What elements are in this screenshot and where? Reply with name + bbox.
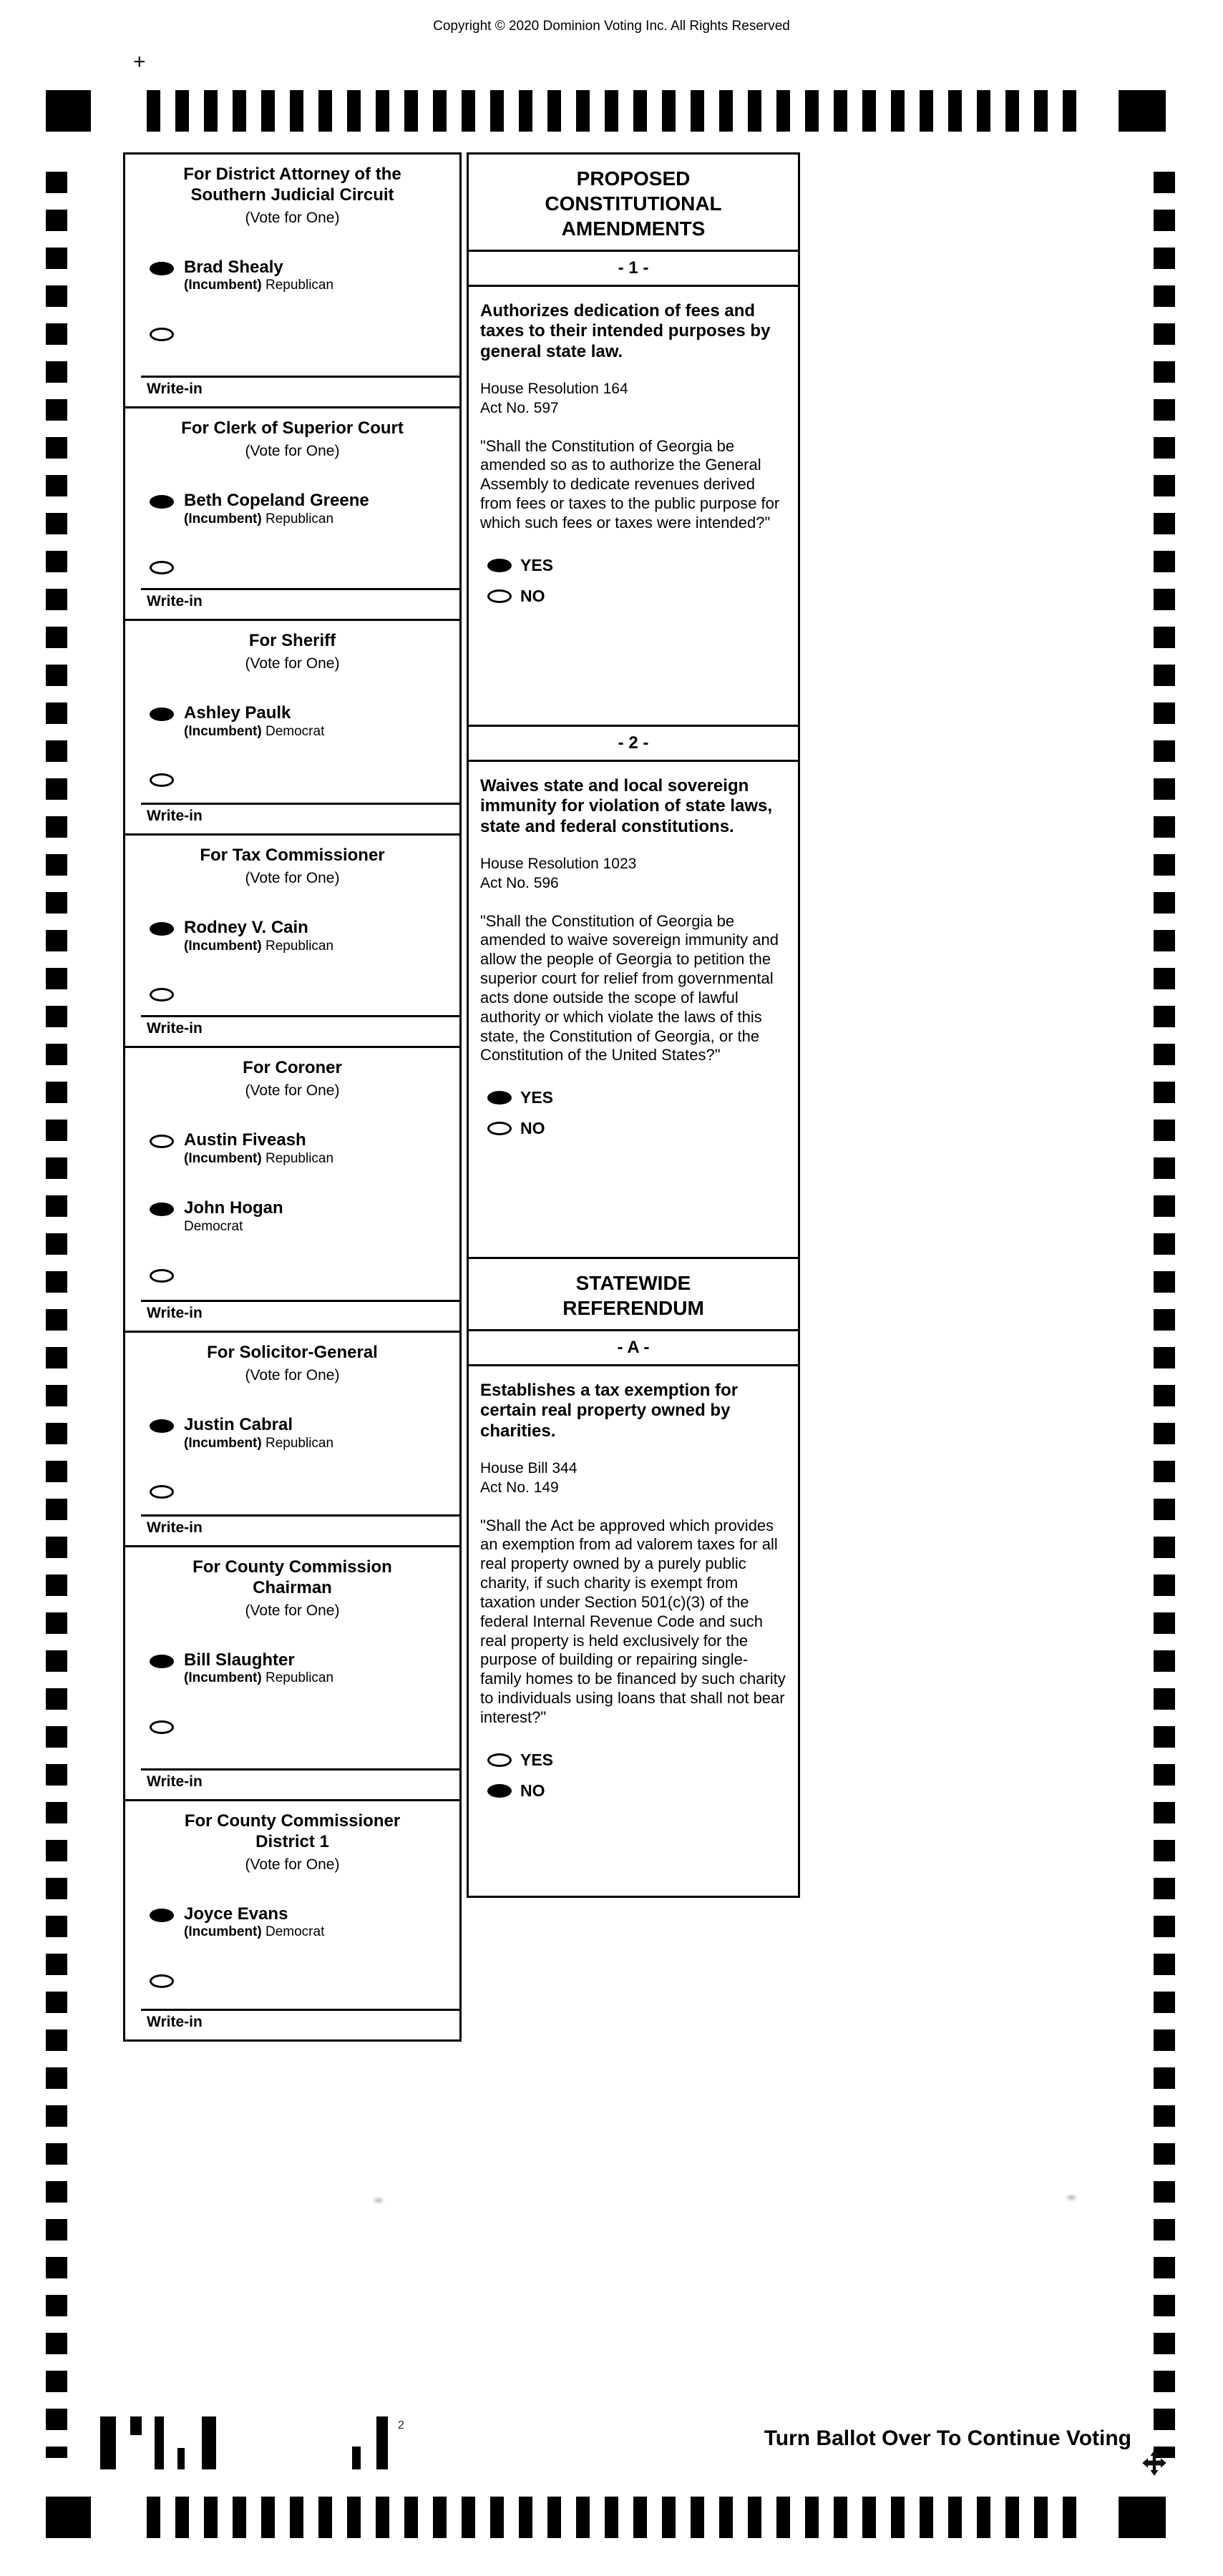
measure-question: "Shall the Constitution of Georgia be amended to waive sovereign immunity and allow the people of Georgia to petition the superior court for relief from governmental acts done outside the scope of lawful authority or which violate the laws of this state, the Constitution of Georgia, or the Constitution of the United States?" xyxy=(480,911,779,1064)
choice-row-no xyxy=(487,1781,786,1801)
write-in-oval[interactable] xyxy=(150,988,174,1001)
candidate-detail xyxy=(184,1218,283,1235)
measure-ref-line-2: Act No. 149 xyxy=(480,1479,559,1497)
candidate-name: Joyce Evans xyxy=(184,1904,288,1924)
candidate-name: Beth Copeland Greene xyxy=(184,490,369,510)
vote-oval[interactable] xyxy=(487,1091,512,1105)
no-label: NO xyxy=(520,1119,545,1138)
vote-oval[interactable] xyxy=(150,495,174,509)
race-title: For Tax Commissioner xyxy=(200,846,385,865)
party-label: Republican xyxy=(265,278,334,293)
vote-for-instruction: (Vote for One) xyxy=(245,1602,340,1619)
sheet-number: 2 xyxy=(398,2419,404,2431)
spacer xyxy=(125,1734,459,1768)
registration-plus-mark: + xyxy=(133,50,146,74)
spacer xyxy=(125,341,459,376)
write-in-oval[interactable] xyxy=(150,1485,174,1499)
vote-oval[interactable] xyxy=(150,1909,174,1922)
races-column xyxy=(123,152,462,2042)
write-in-oval-row xyxy=(150,984,459,1001)
candidate-name: Ashley Paulk xyxy=(184,702,291,723)
write-in-oval[interactable] xyxy=(150,1269,174,1283)
race-county-commission-chairman xyxy=(125,1545,459,1799)
statewide-referendum-header: STATEWIDE REFERENDUM xyxy=(469,1257,798,1329)
party-label: Republican xyxy=(265,1150,334,1166)
race-title: For Clerk of Superior Court xyxy=(181,418,404,438)
write-in-label: Write-in xyxy=(147,1773,203,1790)
race-title: For County Commission Chairman xyxy=(193,1557,392,1597)
candidate-detail xyxy=(184,723,324,740)
write-in-oval[interactable] xyxy=(150,773,174,787)
write-in-line[interactable] xyxy=(141,588,459,590)
candidate-detail xyxy=(184,1924,324,1941)
write-in-label: Write-in xyxy=(147,1020,203,1037)
timing-block-top-left xyxy=(46,90,91,132)
race-county-commissioner-district-1 xyxy=(125,1799,459,2039)
four-arrow-icon xyxy=(1141,2449,1168,2480)
race-solicitor-general xyxy=(125,1331,459,1545)
measure-reference xyxy=(480,1459,786,1498)
measure-ref-line-1: House Resolution 164 xyxy=(480,380,628,397)
race-title: For Solicitor-General xyxy=(207,1343,378,1362)
incumbent-label: (Incumbent) xyxy=(184,1150,262,1166)
vote-for-instruction: (Vote for One) xyxy=(245,1082,340,1099)
measure-body-amendment-2 xyxy=(469,762,798,1257)
write-in-oval-row xyxy=(150,770,459,787)
party-label: Democrat xyxy=(184,1219,243,1235)
measure-ref-line-2: Act No. 596 xyxy=(480,875,559,892)
race-coroner xyxy=(125,1046,459,1331)
timing-marks-bottom xyxy=(147,2497,1088,2538)
vote-oval[interactable] xyxy=(150,922,174,936)
party-label: Democrat xyxy=(265,1924,325,1940)
amendments-section-header: PROPOSED CONSTITUTIONAL AMENDMENTS xyxy=(545,167,722,240)
write-in-oval-row xyxy=(150,1482,459,1499)
write-in-label: Write-in xyxy=(147,593,203,609)
vote-oval[interactable] xyxy=(487,589,512,603)
measure-question: "Shall the Act be approved which provides an exemption from ad valorem taxes for all real property owned by a purely public charity, if such charity is exempt from taxation under Section 501(c)(3) of the federal Internal Revenue Code and such real property is held exclusively for the purpose of building or repairing single-family homes to be financed by such charity to individuals using loans that shall not bear interest?" xyxy=(480,1516,786,1726)
timing-block-top-right xyxy=(1119,90,1166,132)
write-in-line[interactable] xyxy=(141,1300,459,1302)
turn-over-instruction: Turn Ballot Over To Continue Voting xyxy=(764,2426,1131,2450)
timing-block-bottom-right xyxy=(1119,2497,1166,2538)
measure-summary: Authorizes dedication of fees and taxes to their intended purposes by general state law. xyxy=(480,301,771,361)
timing-marks-left xyxy=(46,172,67,2458)
vote-for-instruction: (Vote for One) xyxy=(245,1856,340,1873)
no-label: NO xyxy=(520,1781,545,1800)
party-label: Republican xyxy=(265,511,334,527)
barcode-bar xyxy=(130,2416,142,2435)
party-label: Republican xyxy=(265,1670,334,1686)
spacer xyxy=(125,787,459,803)
yes-label: YES xyxy=(520,1750,554,1769)
candidate-row xyxy=(150,1651,459,1688)
write-in-line[interactable] xyxy=(141,1015,459,1017)
spacer xyxy=(125,1001,459,1015)
write-in-oval[interactable] xyxy=(150,1974,174,1988)
candidate-name: Brad Shealy xyxy=(184,257,283,277)
spacer xyxy=(125,574,459,588)
candidate-row xyxy=(150,1416,459,1452)
measure-question: "Shall the Constitution of Georgia be amended so as to authorize the General Assembly to dedicate revenues derived from fees or taxes to the public purpose for which such fees or taxes were intended?" xyxy=(480,436,780,532)
candidate-detail xyxy=(184,1435,333,1452)
candidate-name: Austin Fiveash xyxy=(184,1130,306,1150)
no-label: NO xyxy=(520,586,545,605)
write-in-oval[interactable] xyxy=(150,1720,174,1734)
incumbent-label: (Incumbent) xyxy=(184,938,262,954)
choice-row-no xyxy=(487,1119,786,1138)
measure-number: - 1 - xyxy=(469,250,798,287)
copyright-line: Copyright © 2020 Dominion Voting Inc. All Rights Reserved xyxy=(433,19,790,34)
candidate-detail xyxy=(184,1670,333,1687)
yes-label: YES xyxy=(520,1088,554,1107)
ballot-barcode xyxy=(100,2416,415,2471)
write-in-label: Write-in xyxy=(147,2014,203,2030)
choice-row-yes xyxy=(487,1750,786,1770)
write-in-label: Write-in xyxy=(147,1305,203,1321)
candidate-detail xyxy=(184,938,333,955)
measure-number: - 2 - xyxy=(469,725,798,762)
race-tax-commissioner xyxy=(125,833,459,1046)
measure-ref-line-2: Act No. 597 xyxy=(480,400,559,417)
race-sheriff xyxy=(125,619,459,833)
incumbent-label: (Incumbent) xyxy=(184,511,262,527)
timing-block-bottom-left xyxy=(46,2497,91,2538)
incumbent-label: (Incumbent) xyxy=(184,1435,262,1451)
vote-for-instruction: (Vote for One) xyxy=(245,655,340,672)
spacer xyxy=(125,1988,459,2009)
candidate-name: John Hogan xyxy=(184,1198,283,1218)
candidate-row xyxy=(150,704,459,740)
measure-body-referendum-a xyxy=(469,1366,798,1896)
barcode-bar xyxy=(202,2416,216,2469)
candidate-row xyxy=(150,1905,459,1941)
vote-oval[interactable] xyxy=(150,1203,174,1216)
scan-artifact xyxy=(372,2196,385,2205)
choice-row-yes xyxy=(487,1088,786,1107)
barcode-bar xyxy=(177,2448,185,2469)
barcode-bar xyxy=(376,2416,388,2469)
race-title: For Coroner xyxy=(243,1058,342,1077)
measure-reference xyxy=(480,379,786,418)
party-label: Republican xyxy=(265,1435,334,1451)
vote-for-instruction: (Vote for One) xyxy=(245,869,340,886)
barcode-bar xyxy=(352,2447,361,2469)
scan-artifact xyxy=(1065,2193,1078,2202)
party-label: Republican xyxy=(265,938,334,954)
measures-column xyxy=(467,152,800,1898)
candidate-name: Rodney V. Cain xyxy=(184,917,308,937)
race-title: For Sheriff xyxy=(248,631,336,650)
race-district-attorney xyxy=(125,155,459,406)
write-in-oval-row xyxy=(150,557,459,574)
write-in-oval[interactable] xyxy=(150,328,174,341)
measure-summary: Establishes a tax exemption for certain real property owned by charities. xyxy=(480,1381,739,1441)
candidate-row xyxy=(150,491,459,528)
choice-row-no xyxy=(487,587,786,606)
choice-row-yes xyxy=(487,556,786,575)
write-in-label: Write-in xyxy=(147,381,203,397)
measure-summary: Waives state and local sovereign immunity for violation of state laws, state and federal constitutions. xyxy=(480,776,773,836)
vote-oval[interactable] xyxy=(150,1135,174,1148)
write-in-label: Write-in xyxy=(147,808,203,824)
vote-oval[interactable] xyxy=(487,1122,512,1135)
candidate-detail xyxy=(184,277,333,294)
measure-ref-line-1: House Resolution 1023 xyxy=(480,855,637,872)
vote-oval[interactable] xyxy=(150,1419,174,1433)
barcode-bar xyxy=(155,2416,164,2469)
write-in-oval[interactable] xyxy=(150,561,174,574)
measure-number: - A - xyxy=(469,1329,798,1366)
timing-marks-right xyxy=(1154,172,1175,2458)
barcode-bar xyxy=(100,2416,116,2469)
write-in-line[interactable] xyxy=(141,803,459,805)
race-title: For District Attorney of the Southern Judicial Circuit xyxy=(183,165,401,205)
incumbent-label: (Incumbent) xyxy=(184,723,262,739)
write-in-oval-row xyxy=(150,1265,459,1283)
race-clerk-superior-court xyxy=(125,406,459,619)
candidate-row xyxy=(150,919,459,955)
candidate-row xyxy=(150,1199,459,1235)
timing-marks-top xyxy=(147,90,1088,132)
write-in-oval-row xyxy=(150,1717,459,1734)
candidate-name: Justin Cabral xyxy=(184,1414,293,1434)
vote-oval[interactable] xyxy=(487,1753,512,1767)
write-in-line[interactable] xyxy=(141,2009,459,2011)
measure-reference xyxy=(480,854,786,893)
vote-oval[interactable] xyxy=(150,262,174,275)
candidate-row xyxy=(150,258,459,295)
vote-oval[interactable] xyxy=(150,1655,174,1668)
incumbent-label: (Incumbent) xyxy=(184,278,262,293)
measure-ref-line-1: House Bill 344 xyxy=(480,1459,578,1476)
vote-oval[interactable] xyxy=(150,707,174,721)
write-in-line[interactable] xyxy=(141,376,459,378)
candidate-row xyxy=(150,1131,459,1167)
spacer xyxy=(125,1283,459,1300)
vote-for-instruction: (Vote for One) xyxy=(245,209,340,226)
vote-for-instruction: (Vote for One) xyxy=(245,442,340,459)
write-in-line[interactable] xyxy=(141,1514,459,1517)
write-in-label: Write-in xyxy=(147,1519,203,1536)
party-label: Democrat xyxy=(265,723,325,739)
vote-for-instruction: (Vote for One) xyxy=(245,1366,340,1384)
incumbent-label: (Incumbent) xyxy=(184,1924,262,1940)
vote-oval[interactable] xyxy=(487,1784,512,1798)
write-in-oval-row xyxy=(150,1971,459,1988)
incumbent-label: (Incumbent) xyxy=(184,1670,262,1686)
write-in-line[interactable] xyxy=(141,1768,459,1771)
candidate-name: Bill Slaughter xyxy=(184,1650,295,1670)
race-title: For County Commissioner District 1 xyxy=(184,1811,401,1851)
measure-body-amendment-1 xyxy=(469,287,798,725)
spacer xyxy=(125,1499,459,1514)
candidate-detail xyxy=(184,1150,333,1167)
candidate-detail xyxy=(184,511,369,528)
yes-label: YES xyxy=(520,555,554,574)
vote-oval[interactable] xyxy=(487,559,512,572)
write-in-oval-row xyxy=(150,324,459,341)
